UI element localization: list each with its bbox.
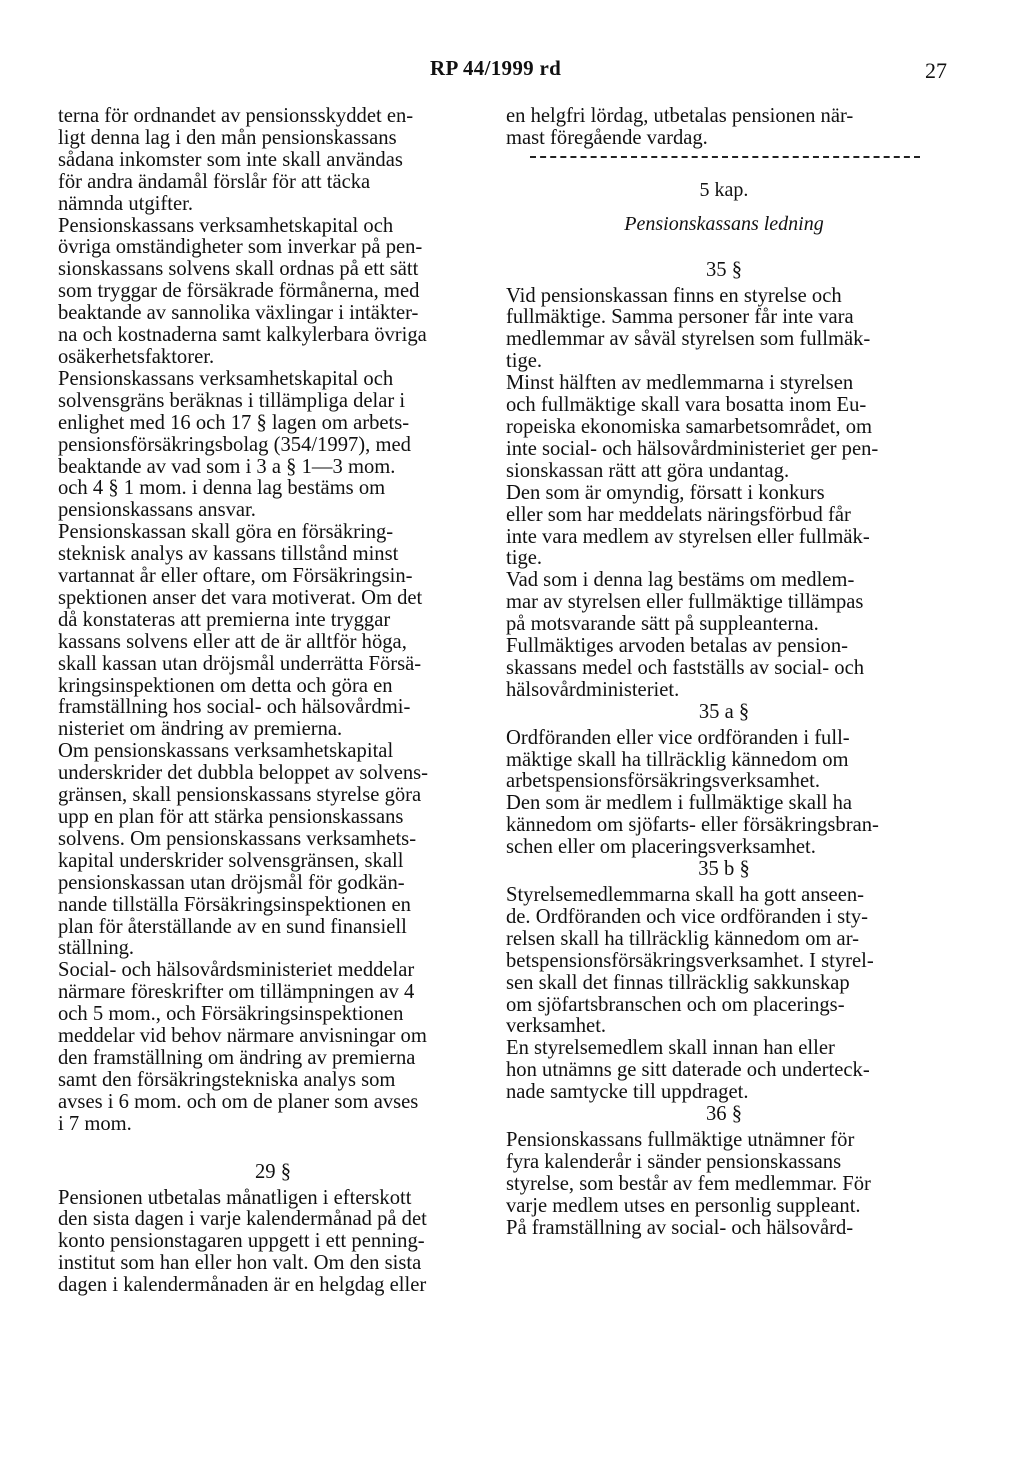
text-line: om sjöfartsbranschen och om placerings- <box>506 993 845 1016</box>
text-line: vartannat år eller oftare, om Försäkringsin- <box>58 565 413 588</box>
paragraph <box>58 1188 488 1298</box>
text-line: pensionsförsäkringsbolag (354/1997), med <box>58 433 411 456</box>
section-heading: 35 a § <box>698 700 750 723</box>
text-line: upp en plan för att stärka pensionskassans <box>58 806 404 828</box>
text-line: tige. <box>506 350 543 373</box>
document-reference: RP 44/1999 rd <box>430 56 562 80</box>
paragraph <box>506 1130 942 1240</box>
text-line: nisteriet om ändring av premierna. <box>58 718 343 741</box>
paragraph <box>506 885 942 1038</box>
text-line: fyra kalenderår i sänder pensionskassans <box>506 1150 842 1173</box>
text-line: fullmäktige. Samma personer får inte vara <box>506 306 854 329</box>
section <box>506 702 942 859</box>
text-line: dagen i kalendermånaden är en helgdag eller <box>58 1274 427 1297</box>
text-line: Styrelsemedlemmarna skall ha gott anseen- <box>506 884 864 906</box>
text-line: på motsvarande sätt på suppleanterna. <box>506 613 819 636</box>
text-line: På framställning av social- och hälsovård- <box>506 1216 854 1239</box>
paragraph <box>58 216 488 369</box>
sections-container <box>506 260 942 1240</box>
text-line: ropeiska ekonomiska samarbetsområdet, om <box>506 415 873 438</box>
text-line: plan för återställande av en sund finansiell <box>58 915 407 938</box>
section-heading: 35 b § <box>698 858 750 881</box>
text-line: mar av styrelsen eller fullmäktige tillämpas <box>506 591 864 614</box>
chapter-title: Pensionskassans ledning <box>624 212 824 235</box>
section-heading: 36 § <box>705 1103 743 1126</box>
intro-paragraph <box>506 106 942 150</box>
text-line: och 5 mom., och Försäkringsinspektionen <box>58 1003 404 1026</box>
section-heading: 29 § <box>254 1160 292 1183</box>
paragraph <box>506 728 942 794</box>
text-line: avses i 6 mom. och om de planer som avses <box>58 1090 419 1113</box>
text-line: Social- och hälsovårdsministeriet meddelar <box>58 959 415 982</box>
text-line: Pensionskassans verksamhetskapital och <box>58 214 394 237</box>
text-line: hälsovårdministeriet. <box>506 678 680 701</box>
text-line: eller som har meddelats näringsförbud får <box>506 503 851 526</box>
text-line: konto pensionstagaren uppgett i ett penning- <box>58 1230 425 1253</box>
section-heading: 35 § <box>705 258 743 281</box>
text-line: Pensionskassan skall göra en försäkring- <box>58 521 394 544</box>
paragraph <box>506 373 942 483</box>
paragraph <box>506 1038 942 1104</box>
text-line: nade samtycke till uppdraget. <box>506 1081 749 1104</box>
paragraph <box>506 483 942 571</box>
text-line: arbetspensionsförsäkringsverksamhet. <box>506 770 820 793</box>
text-line: den framställning om ändring av premierna <box>58 1046 416 1069</box>
text-line: ställning. <box>58 937 135 960</box>
text-line: enlighet med 16 och 17 § lagen om arbets- <box>58 411 410 434</box>
text-line: som tryggar de försäkrade förmånerna, med <box>58 280 420 303</box>
text-line: i 7 mom. <box>58 1112 132 1135</box>
text-line: beaktande av vad som i 3 a § 1—3 mom. <box>58 455 396 478</box>
text-line: nande tillställa Försäkringsinspektionen en <box>58 893 411 916</box>
text-line: den sista dagen i varje kalendermånad på det <box>58 1208 427 1231</box>
text-line: Minst hälften av medlemmarna i styrelsen <box>506 372 854 395</box>
text-line: Den som är medlem i fullmäktige skall ha <box>506 792 853 815</box>
page-number: 27 <box>925 58 947 83</box>
section <box>506 260 942 702</box>
text-line: verksamhet. <box>506 1015 607 1038</box>
text-line: kringsinspektionen om detta och göra en <box>58 674 393 697</box>
text-line: kassans solvens eller att de är alltför höga, <box>58 630 407 653</box>
text-line: solvensgräns beräknas i tillämpliga delar i <box>58 389 406 412</box>
text-line: sionskassan rätt att göra undantag. <box>506 459 790 482</box>
text-line: närmare föreskrifter om tillämpningen av 4 <box>58 981 415 1004</box>
text-line: en helgfri lördag, utbetalas pensionen när- <box>506 105 854 127</box>
paragraph <box>58 741 488 960</box>
text-line: skassans medel och fastställs av social- och <box>506 656 865 679</box>
text-line: inte social- och hälsovårdministeriet ger pen- <box>506 437 879 460</box>
text-line: steknisk analys av kassans tillstånd minst <box>58 543 399 566</box>
paragraph <box>506 636 942 702</box>
section <box>506 1104 942 1239</box>
text-line: framställning hos social- och hälsovårdmi- <box>58 696 411 719</box>
text-line: meddelar vid behov närmare anvisningar om <box>58 1025 427 1048</box>
text-line: schen eller om placeringsverksamhet. <box>506 836 816 859</box>
text-line: Om pensionskassans verksamhetskapital <box>58 740 394 763</box>
text-line: Ordföranden eller vice ordföranden i full- <box>506 726 850 749</box>
paragraph <box>58 369 488 522</box>
text-line: Vad som i denna lag bestäms om medlem- <box>506 569 855 592</box>
text-line: styrelse, som består av fem medlemmar. För <box>506 1172 871 1195</box>
chapter-heading: 5 kap. <box>699 178 749 201</box>
text-line: och fullmäktige skall vara bosatta inom Eu- <box>506 394 867 417</box>
text-line: mäktige skall ha tillräcklig kännedom om <box>506 748 849 771</box>
text-line: betspensionsförsäkringsverksamhet. I styrel- <box>506 949 874 972</box>
text-line: En styrelsemedlem skall innan han eller <box>506 1037 835 1060</box>
text-line: inte vara medlem av styrelsen eller fullmäk- <box>506 525 870 548</box>
text-line: då konstateras att premierna inte tryggar <box>58 608 391 631</box>
text-line: Fullmäktiges arvoden betalas av pension- <box>506 635 848 658</box>
text-line: ligt denna lag i den mån pensionskassans <box>58 126 397 149</box>
text-line: kapital underskrider solvensgränsen, skall <box>58 849 404 872</box>
text-line: Vid pensionskassan finns en styrelse och <box>506 284 842 307</box>
paragraph <box>506 286 942 374</box>
text-line: Pensionskassans fullmäktige utnämner för <box>506 1128 855 1151</box>
text-line: Pensionen utbetalas månatligen i efterskott <box>58 1186 412 1209</box>
text-line: sen skall det finnas tillräcklig sakkunskap <box>506 971 850 994</box>
text-line: underskrider det dubbla beloppet av solvens- <box>58 762 429 785</box>
text-line: sionskassans solvens skall ordnas på ett sätt <box>58 258 419 281</box>
text-line: för andra ändamål förslår för att täcka <box>58 170 371 193</box>
text-line: Den som är omyndig, försatt i konkurs <box>506 481 825 504</box>
left-column <box>58 106 488 1297</box>
paragraph <box>58 106 488 216</box>
text-line: hon utnämns ge sitt daterade och underteck- <box>506 1059 870 1082</box>
text-line: sådana inkomster som inte skall användas <box>58 148 403 171</box>
paragraph <box>58 960 488 1135</box>
text-line: na och kostnaderna samt kalkylerbara övriga <box>58 324 427 347</box>
text-line: institut som han eller hon valt. Om den sista <box>58 1252 422 1275</box>
text-line: medlemmar av såväl styrelsen som fullmäk- <box>506 328 871 351</box>
page-header <box>0 56 1024 96</box>
text-line: skall kassan utan dröjsmål underrätta Försä- <box>58 652 422 675</box>
text-line: solvens. Om pensionskassans verksamhets- <box>58 827 417 850</box>
paragraph <box>506 570 942 636</box>
text-line: pensionskassan utan dröjsmål för godkän- <box>58 871 405 894</box>
text-line: nämnda utgifter. <box>58 192 193 215</box>
section <box>506 859 942 1104</box>
text-line: pensionskassans ansvar. <box>58 499 256 522</box>
text-line: terna för ordnandet av pensionsskyddet en- <box>58 105 414 127</box>
text-line: tige. <box>506 547 543 570</box>
text-line: spektionen anser det vara motiverat. Om det <box>58 586 423 609</box>
text-line: Pensionskassans verksamhetskapital och <box>58 367 394 390</box>
paragraph <box>58 522 488 741</box>
dashed-divider <box>530 156 920 158</box>
text-line: övriga omständigheter som inverkar på pen- <box>58 236 423 259</box>
text-line: samt den försäkringstekniska analys som <box>58 1068 396 1091</box>
paragraph <box>506 793 942 859</box>
text-line: beaktande av sannolika växlingar i intäkter- <box>58 302 419 325</box>
text-line: varje medlem utses en personlig suppleant. <box>506 1194 861 1217</box>
text-line: relsen skall ha tillräcklig kännedom om ar- <box>506 927 859 950</box>
text-line: och 4 § 1 mom. i denna lag bestäms om <box>58 477 386 500</box>
right-column <box>506 106 942 1240</box>
text-line: osäkerhetsfaktorer. <box>58 345 215 368</box>
text-line: de. Ordföranden och vice ordföranden i sty- <box>506 905 868 928</box>
text-line: mast föregående vardag. <box>506 126 708 149</box>
text-line: gränsen, skall pensionskassans styrelse göra <box>58 784 422 807</box>
text-line: kännedom om sjöfarts- eller försäkringsbran- <box>506 814 879 837</box>
